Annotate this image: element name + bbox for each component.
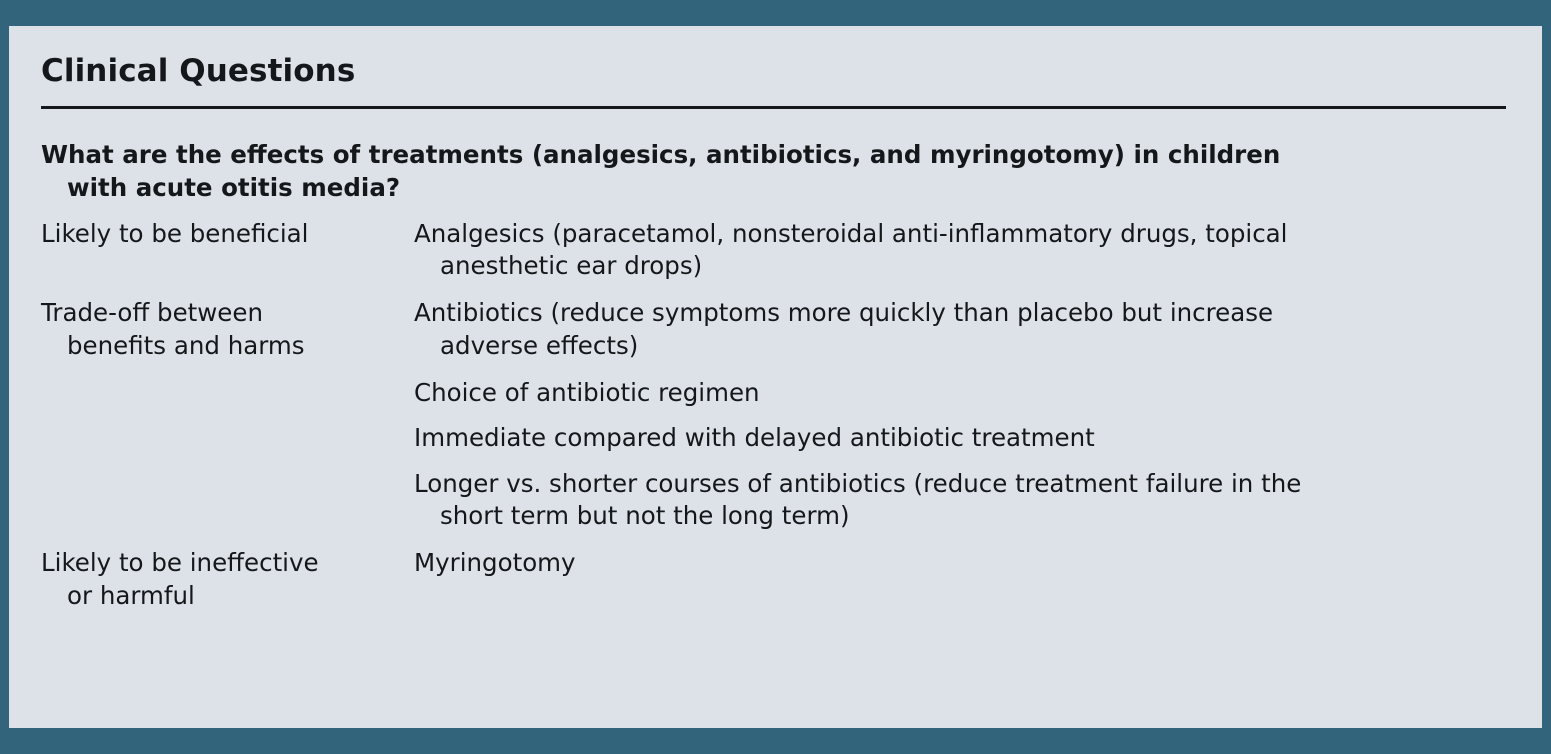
row-value bbox=[414, 421, 1479, 454]
row-value-line1: Immediate compared with delayed antibiotic treatment bbox=[414, 423, 1095, 453]
row-category-line1: Likely to be ineffective bbox=[41, 548, 319, 578]
row-value-line1: Longer vs. shorter courses of antibiotics (reduce treatment failure in the bbox=[414, 468, 1302, 498]
table-row bbox=[41, 217, 1506, 283]
row-category bbox=[41, 546, 414, 612]
row-category bbox=[41, 217, 414, 250]
row-value bbox=[414, 467, 1479, 533]
row-value bbox=[414, 296, 1479, 362]
recommendation-list bbox=[41, 217, 1506, 612]
row-category-line2: benefits and harms bbox=[67, 330, 305, 360]
table-row bbox=[41, 296, 1506, 362]
clinical-question-line1: What are the effects of treatments (analgesics, antibiotics, and myringotomy) in children bbox=[41, 140, 1281, 170]
table-row bbox=[41, 546, 1506, 612]
title-divider bbox=[41, 106, 1506, 109]
row-category bbox=[41, 296, 414, 362]
panel-content bbox=[9, 26, 1542, 728]
table-row bbox=[41, 467, 1506, 533]
row-value-line2: adverse effects) bbox=[440, 330, 639, 360]
row-value bbox=[414, 217, 1479, 283]
row-value bbox=[414, 546, 1479, 579]
row-value bbox=[414, 376, 1479, 409]
row-category-line2: or harmful bbox=[67, 580, 195, 610]
clinical-question-line2: with acute otitis media? bbox=[67, 172, 401, 202]
row-value-line1: Choice of antibiotic regimen bbox=[414, 378, 760, 408]
row-value-line1: Analgesics (paracetamol, nonsteroidal anti-inflammatory drugs, topical bbox=[414, 218, 1288, 248]
row-value-line2: short term but not the long term) bbox=[440, 501, 850, 531]
row-value-line1: Myringotomy bbox=[414, 548, 576, 578]
table-row bbox=[41, 376, 1506, 409]
page-title: Clinical Questions bbox=[41, 53, 356, 89]
table-row bbox=[41, 421, 1506, 454]
clinical-question bbox=[41, 139, 1506, 205]
row-category-line1: Likely to be beneficial bbox=[41, 218, 309, 248]
row-category-line1: Trade-off between bbox=[41, 298, 263, 328]
row-value-line2: anesthetic ear drops) bbox=[440, 251, 703, 281]
row-value-line1: Antibiotics (reduce symptoms more quickly than placebo but increase bbox=[414, 298, 1274, 328]
